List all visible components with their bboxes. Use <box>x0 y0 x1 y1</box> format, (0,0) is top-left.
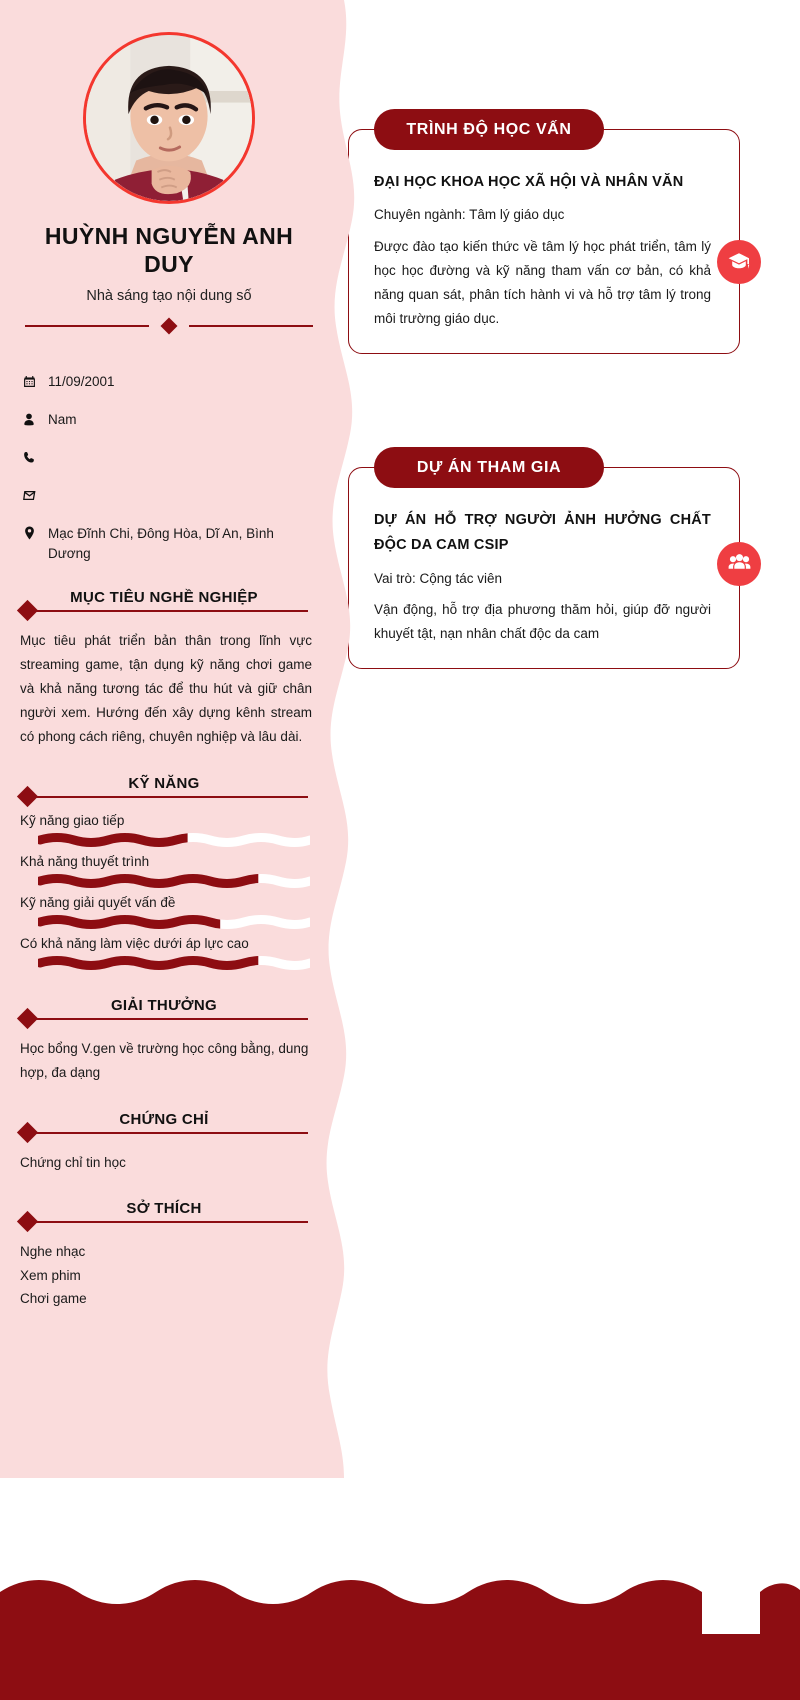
profile-role: Nhà sáng tạo nội dung số <box>86 288 252 305</box>
graduation-cap-icon <box>717 240 761 284</box>
education-body <box>349 130 739 353</box>
award-text: Học bổng V.gen về trường học công bằng, dung hợp, đa dạng <box>20 1041 309 1080</box>
project-description: Vận động, hỗ trợ địa phương thăm hỏi, giúp đỡ người khuyết tật, nạn nhân chất độc da cam <box>374 602 711 642</box>
contact-item-phone <box>22 448 318 474</box>
skill-label: Kỹ năng giải quyết vấn đề <box>20 895 176 911</box>
divider-line-right <box>189 325 313 327</box>
skill-item <box>20 854 318 889</box>
skill-progress-bar <box>38 830 310 848</box>
heading-text: GIẢI THƯỞNG <box>110 997 218 1015</box>
avatar <box>83 32 255 204</box>
skill-item <box>20 813 318 848</box>
section-heading-objective <box>20 589 308 619</box>
skill-item <box>20 895 318 930</box>
education-major: Chuyên ngành: Tâm lý giáo dục <box>374 207 565 223</box>
skill-progress-bar <box>38 871 310 889</box>
heading-line <box>28 1018 308 1020</box>
section-heading-certificates <box>20 1111 308 1141</box>
projects-card <box>348 458 740 669</box>
contact-value: 11/09/2001 <box>48 374 115 390</box>
phone-icon <box>22 449 36 465</box>
contact-list <box>20 372 318 563</box>
certificate-item: Chứng chỉ tin học <box>20 1154 126 1170</box>
heading-line <box>28 1132 308 1134</box>
contact-item-birthdate <box>22 372 318 398</box>
skill-label: Có khả năng làm việc dưới áp lực cao <box>20 936 249 952</box>
person-icon <box>22 411 36 427</box>
contact-item-gender <box>22 410 318 436</box>
diamond-marker <box>161 318 178 335</box>
skills-list <box>20 813 318 971</box>
left-column <box>0 0 370 1478</box>
section-heading-awards <box>20 997 308 1027</box>
education-description: Được đào tạo kiến thức về tâm lý học phát triển, tâm lý học học đường và kỹ năng tham vấn cơ bản, có khả năng quan sát, phân tích hành vi và hỗ trợ tâm lý trong môi trường giáo dục. <box>374 238 711 327</box>
contact-item-address <box>22 524 318 563</box>
heading-line <box>28 1221 308 1223</box>
heading-text: CHỨNG CHỈ <box>119 1110 209 1128</box>
projects-heading: DỰ ÁN THAM GIA <box>374 447 604 488</box>
heading-line <box>28 610 308 612</box>
portrait-photo <box>86 35 252 201</box>
header-divider <box>25 318 313 334</box>
education-school: ĐẠI HỌC KHOA HỌC XÃ HỘI VÀ NHÂN VĂN <box>374 174 684 190</box>
left-column-content <box>0 0 340 1311</box>
education-heading: TRÌNH ĐỘ HỌC VẤN <box>374 109 604 150</box>
heading-line <box>28 796 308 798</box>
email-icon <box>22 487 36 503</box>
hobbies-list <box>20 1240 318 1311</box>
heading-text: KỸ NĂNG <box>128 775 200 793</box>
contact-value: Mạc Đĩnh Chi, Đông Hòa, Dĩ An, Bình Dương <box>48 526 274 561</box>
list-item: Nghe nhạc <box>20 1244 86 1260</box>
calendar-icon <box>22 373 36 389</box>
list-item: Xem phim <box>20 1267 81 1283</box>
skill-label: Khả năng thuyết trình <box>20 854 150 870</box>
contact-item-email <box>22 486 318 512</box>
skill-item <box>20 936 318 971</box>
skill-label: Kỹ năng giao tiếp <box>20 813 125 829</box>
divider-line-left <box>25 325 149 327</box>
location-icon <box>22 525 36 541</box>
objective-text: Mục tiêu phát triển bản thân trong lĩnh vực streaming game, tận dụng kỹ năng chơi game và khả năng tương tác để thu hút và giữ chân người xem. Hướng đến xây dựng kênh stream có phong cách riêng, chuyên nghiệp và lâu dài. <box>20 633 312 745</box>
project-role: Vai trò: Cộng tác viên <box>374 570 503 586</box>
projects-body <box>349 468 739 668</box>
page-title: HUỲNH NGUYỄN ANH DUY <box>44 223 294 278</box>
list-item: Chơi game <box>20 1291 87 1307</box>
section-heading-skills <box>20 775 308 805</box>
section-heading-hobbies <box>20 1200 308 1230</box>
project-title: DỰ ÁN HỖ TRỢ NGƯỜI ẢNH HƯỞNG CHẤT ĐỘC DA CAM CSIP <box>374 512 711 554</box>
heading-text: SỞ THÍCH <box>126 1200 202 1218</box>
education-card <box>348 120 740 354</box>
skill-progress-bar <box>38 953 310 971</box>
contact-value: Nam <box>48 412 77 428</box>
heading-text: MỤC TIÊU NGHỀ NGHIỆP <box>70 589 258 607</box>
people-group-icon <box>717 542 761 586</box>
right-column <box>340 0 800 1478</box>
skill-progress-bar <box>38 912 310 930</box>
footer-wave-decoration <box>0 1570 800 1700</box>
